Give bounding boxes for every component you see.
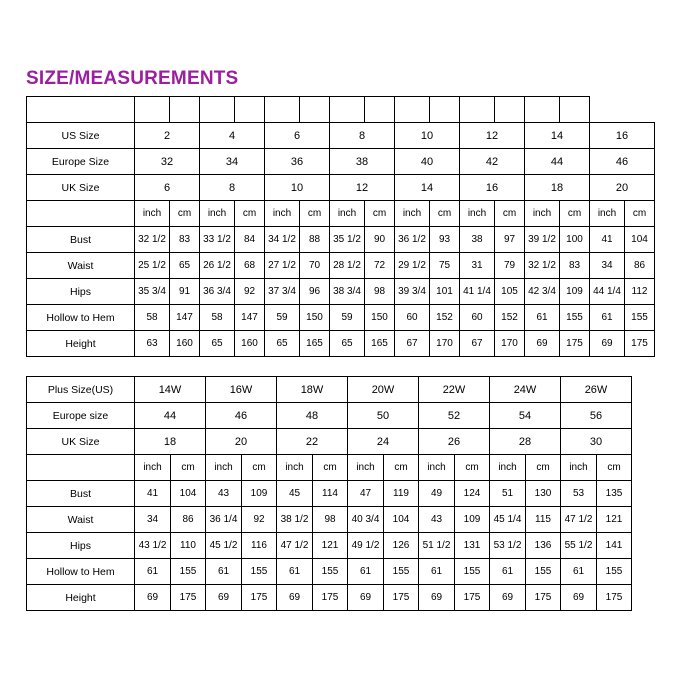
table-cell: 98	[365, 279, 395, 305]
table-cell: 104	[384, 507, 419, 533]
table-cell: 65	[200, 331, 235, 357]
table-cell	[330, 97, 365, 123]
table-cell: 155	[242, 559, 277, 585]
table-cell: 43	[206, 481, 242, 507]
table-cell: 27 1/2	[265, 253, 300, 279]
table-cell: 14	[525, 123, 590, 149]
table-cell: 6	[265, 123, 330, 149]
table-cell: inch	[395, 201, 430, 227]
table-cell: 29 1/2	[395, 253, 430, 279]
table-cell: 119	[384, 481, 419, 507]
table-cell: 61	[348, 559, 384, 585]
table-cell: 51 1/2	[419, 533, 455, 559]
table-cell: 61	[206, 559, 242, 585]
standard-row-label	[27, 201, 135, 227]
table-cell: 51	[490, 481, 526, 507]
table-cell: 54	[490, 403, 561, 429]
table-cell: 175	[526, 585, 561, 611]
standard-row-label: Hips	[27, 279, 135, 305]
table-cell: 67	[460, 331, 495, 357]
table-cell: 18	[525, 175, 590, 201]
table-cell: 34	[590, 253, 625, 279]
table-cell: 86	[171, 507, 206, 533]
table-cell: 135	[597, 481, 632, 507]
table-cell: inch	[460, 201, 495, 227]
table-cell: 136	[526, 533, 561, 559]
table-cell: 114	[313, 481, 348, 507]
table-cell: inch	[348, 455, 384, 481]
table-cell: 36 3/4	[200, 279, 235, 305]
table-cell: 69	[206, 585, 242, 611]
table-cell: 2	[135, 123, 200, 149]
table-cell: 83	[560, 253, 590, 279]
table-cell: 141	[597, 533, 632, 559]
table-cell: 16	[460, 175, 525, 201]
table-cell: 98	[313, 507, 348, 533]
table-cell: 43 1/2	[135, 533, 171, 559]
table-cell: 96	[300, 279, 330, 305]
table-cell: 16W	[206, 377, 277, 403]
table-cell: 126	[384, 533, 419, 559]
table-cell: 31	[460, 253, 495, 279]
table-cell: 59	[265, 305, 300, 331]
table-cell: 61	[135, 559, 171, 585]
table-cell: 48	[277, 403, 348, 429]
table-row	[27, 253, 655, 279]
table-row	[27, 533, 632, 559]
table-cell: 109	[242, 481, 277, 507]
table-cell: 53 1/2	[490, 533, 526, 559]
table-cell: 41	[590, 227, 625, 253]
table-cell: 165	[365, 331, 395, 357]
table-cell: inch	[135, 201, 170, 227]
table-cell: inch	[330, 201, 365, 227]
table-cell: 61	[561, 559, 597, 585]
table-cell	[265, 97, 300, 123]
table-cell: cm	[235, 201, 265, 227]
table-cell: 20	[206, 429, 277, 455]
table-cell: cm	[242, 455, 277, 481]
plus-row-label	[27, 455, 135, 481]
table-cell: 24W	[490, 377, 561, 403]
table-cell: cm	[560, 201, 590, 227]
table-cell: inch	[135, 455, 171, 481]
table-cell: 26	[419, 429, 490, 455]
table-cell: 67	[395, 331, 430, 357]
table-cell: cm	[495, 201, 525, 227]
standard-row-label: Europe Size	[27, 149, 135, 175]
table-cell: 33 1/2	[200, 227, 235, 253]
table-cell	[460, 97, 495, 123]
table-cell: 116	[242, 533, 277, 559]
table-cell: 115	[526, 507, 561, 533]
plus-row-label: Height	[27, 585, 135, 611]
table-cell: cm	[384, 455, 419, 481]
table-cell: 69	[277, 585, 313, 611]
table-cell: 152	[430, 305, 460, 331]
table-cell: inch	[561, 455, 597, 481]
table-cell: 90	[365, 227, 395, 253]
plus-row-label: Europe size	[27, 403, 135, 429]
table-cell: 35 1/2	[330, 227, 365, 253]
table-cell	[300, 97, 330, 123]
table-cell: 101	[430, 279, 460, 305]
table-cell: 155	[384, 559, 419, 585]
standard-row-label	[27, 97, 135, 123]
table-cell: 42 3/4	[525, 279, 560, 305]
table-row	[27, 97, 655, 123]
table-cell: 63	[135, 331, 170, 357]
table-cell: 160	[235, 331, 265, 357]
table-cell: 49	[419, 481, 455, 507]
table-cell: 47	[348, 481, 384, 507]
table-cell: 60	[395, 305, 430, 331]
table-cell: 20	[590, 175, 655, 201]
table-cell: 20W	[348, 377, 419, 403]
table-cell: 69	[135, 585, 171, 611]
table-cell	[395, 97, 430, 123]
table-row	[27, 585, 632, 611]
table-row	[27, 455, 632, 481]
table-cell: 38 1/2	[277, 507, 313, 533]
table-cell: 22W	[419, 377, 490, 403]
table-cell: 60	[460, 305, 495, 331]
plus-row-label: Hollow to Hem	[27, 559, 135, 585]
table-cell: 104	[171, 481, 206, 507]
table-cell: 92	[235, 279, 265, 305]
table-cell: 69	[490, 585, 526, 611]
table-cell	[560, 97, 590, 123]
table-cell: 69	[525, 331, 560, 357]
table-cell: 110	[171, 533, 206, 559]
table-cell: 150	[365, 305, 395, 331]
table-cell: 47 1/2	[277, 533, 313, 559]
table-cell: 40	[395, 149, 460, 175]
table-cell: 109	[560, 279, 590, 305]
table-cell: 16	[590, 123, 655, 149]
table-cell: 92	[242, 507, 277, 533]
table-cell: 39 1/2	[525, 227, 560, 253]
table-cell: 69	[561, 585, 597, 611]
table-cell: 130	[526, 481, 561, 507]
table-cell: inch	[206, 455, 242, 481]
table-cell: 68	[235, 253, 265, 279]
table-cell: 155	[597, 559, 632, 585]
table-cell: 61	[419, 559, 455, 585]
table-row	[27, 305, 655, 331]
table-cell: cm	[171, 455, 206, 481]
table-cell: cm	[625, 201, 655, 227]
table-cell: 32 1/2	[525, 253, 560, 279]
table-cell: cm	[313, 455, 348, 481]
table-cell: 45	[277, 481, 313, 507]
table-cell: inch	[590, 201, 625, 227]
table-cell: 36	[265, 149, 330, 175]
table-cell: 10	[265, 175, 330, 201]
table-cell: 6	[135, 175, 200, 201]
table-cell: cm	[430, 201, 460, 227]
table-cell: 88	[300, 227, 330, 253]
table-cell: 46	[590, 149, 655, 175]
table-cell: 65	[330, 331, 365, 357]
table-row	[27, 201, 655, 227]
table-cell: 49 1/2	[348, 533, 384, 559]
table-cell: 26 1/2	[200, 253, 235, 279]
table-row	[27, 279, 655, 305]
table-cell: 43	[419, 507, 455, 533]
standard-row-label: Height	[27, 331, 135, 357]
table-cell	[525, 97, 560, 123]
table-cell: 25 1/2	[135, 253, 170, 279]
table-cell: 155	[625, 305, 655, 331]
table-cell: 175	[313, 585, 348, 611]
table-cell: 69	[348, 585, 384, 611]
table-cell: 14W	[135, 377, 206, 403]
standard-row-label: Waist	[27, 253, 135, 279]
plus-row-label: Waist	[27, 507, 135, 533]
table-cell: 46	[206, 403, 277, 429]
table-cell	[235, 97, 265, 123]
table-cell: 104	[625, 227, 655, 253]
table-cell: 26W	[561, 377, 632, 403]
table-row	[27, 481, 632, 507]
table-cell: 32 1/2	[135, 227, 170, 253]
table-cell: 175	[455, 585, 490, 611]
plus-row-label: Bust	[27, 481, 135, 507]
table-cell: 47 1/2	[561, 507, 597, 533]
table-cell: 152	[495, 305, 525, 331]
table-cell: 32	[135, 149, 200, 175]
table-cell: 12	[330, 175, 395, 201]
plus-row-label: Hips	[27, 533, 135, 559]
table-cell: 28	[490, 429, 561, 455]
table-cell: 121	[597, 507, 632, 533]
table-cell: 24	[348, 429, 419, 455]
table-cell: 131	[455, 533, 490, 559]
table-cell: cm	[526, 455, 561, 481]
table-cell: 58	[135, 305, 170, 331]
table-cell: 22	[277, 429, 348, 455]
standard-size-table	[26, 96, 655, 357]
table-cell: 44	[135, 403, 206, 429]
table-cell: 41	[135, 481, 171, 507]
table-cell: 155	[171, 559, 206, 585]
table-cell: 79	[495, 253, 525, 279]
table-cell: 45 1/2	[206, 533, 242, 559]
table-cell	[430, 97, 460, 123]
table-cell: 39 3/4	[395, 279, 430, 305]
table-cell: 52	[419, 403, 490, 429]
standard-row-label: US Size	[27, 123, 135, 149]
table-cell	[170, 97, 200, 123]
table-cell: 170	[495, 331, 525, 357]
table-cell: inch	[200, 201, 235, 227]
table-cell: 175	[597, 585, 632, 611]
table-cell: 83	[170, 227, 200, 253]
table-cell: 41 1/4	[460, 279, 495, 305]
plus-size-table-body	[27, 377, 632, 611]
table-cell: cm	[597, 455, 632, 481]
table-cell: 70	[300, 253, 330, 279]
table-cell: 14	[395, 175, 460, 201]
table-cell: 34	[135, 507, 171, 533]
table-cell: 175	[384, 585, 419, 611]
table-row	[27, 149, 655, 175]
table-cell: 61	[525, 305, 560, 331]
table-cell	[365, 97, 395, 123]
table-cell: inch	[525, 201, 560, 227]
table-cell: 38 3/4	[330, 279, 365, 305]
table-cell: 18W	[277, 377, 348, 403]
table-cell: 45 1/4	[490, 507, 526, 533]
table-cell: 65	[265, 331, 300, 357]
plus-size-table	[26, 376, 632, 611]
table-cell: 28 1/2	[330, 253, 365, 279]
standard-size-table-body	[27, 97, 655, 357]
standard-row-label: UK Size	[27, 175, 135, 201]
table-cell: 38	[330, 149, 395, 175]
table-cell: 35 3/4	[135, 279, 170, 305]
table-row	[27, 227, 655, 253]
table-cell: 121	[313, 533, 348, 559]
table-cell: 93	[430, 227, 460, 253]
table-row	[27, 429, 632, 455]
table-cell: 4	[200, 123, 265, 149]
plus-row-label: UK Size	[27, 429, 135, 455]
table-cell: 175	[242, 585, 277, 611]
table-row	[27, 377, 632, 403]
table-cell: 12	[460, 123, 525, 149]
table-cell: 160	[170, 331, 200, 357]
table-cell: cm	[365, 201, 395, 227]
table-cell: cm	[170, 201, 200, 227]
table-cell: 175	[171, 585, 206, 611]
table-cell: 155	[455, 559, 490, 585]
table-cell: 124	[455, 481, 490, 507]
table-cell: 165	[300, 331, 330, 357]
table-cell: 44	[525, 149, 590, 175]
table-cell: 65	[170, 253, 200, 279]
table-cell: 72	[365, 253, 395, 279]
table-cell: 155	[313, 559, 348, 585]
table-cell: cm	[455, 455, 490, 481]
table-cell: 36 1/2	[395, 227, 430, 253]
table-cell: 38	[460, 227, 495, 253]
table-cell: 61	[277, 559, 313, 585]
table-cell: 69	[590, 331, 625, 357]
table-cell: 36 1/4	[206, 507, 242, 533]
table-cell: 147	[235, 305, 265, 331]
table-cell: 34 1/2	[265, 227, 300, 253]
table-cell: 61	[590, 305, 625, 331]
table-cell: 8	[330, 123, 395, 149]
table-cell: 91	[170, 279, 200, 305]
table-cell: 53	[561, 481, 597, 507]
table-cell: 44 1/4	[590, 279, 625, 305]
table-row	[27, 175, 655, 201]
standard-row-label: Bust	[27, 227, 135, 253]
table-cell: 170	[430, 331, 460, 357]
table-cell: 112	[625, 279, 655, 305]
table-cell: inch	[277, 455, 313, 481]
table-cell	[135, 97, 170, 123]
page-title: SIZE/MEASUREMENTS	[26, 68, 239, 89]
table-cell: 100	[560, 227, 590, 253]
table-cell: 30	[561, 429, 632, 455]
plus-row-label: Plus Size(US)	[27, 377, 135, 403]
table-cell: 34	[200, 149, 265, 175]
table-cell: 69	[419, 585, 455, 611]
table-cell: 50	[348, 403, 419, 429]
table-row	[27, 403, 632, 429]
table-cell: 97	[495, 227, 525, 253]
table-cell: 37 3/4	[265, 279, 300, 305]
table-cell: 59	[330, 305, 365, 331]
table-cell: 86	[625, 253, 655, 279]
table-cell: 175	[625, 331, 655, 357]
table-cell: 155	[560, 305, 590, 331]
table-cell: 40 3/4	[348, 507, 384, 533]
table-cell: inch	[265, 201, 300, 227]
table-cell: 58	[200, 305, 235, 331]
table-row	[27, 507, 632, 533]
table-cell: 75	[430, 253, 460, 279]
table-cell: 18	[135, 429, 206, 455]
table-row	[27, 559, 632, 585]
table-row	[27, 331, 655, 357]
table-cell: 56	[561, 403, 632, 429]
table-cell: 8	[200, 175, 265, 201]
table-cell: 84	[235, 227, 265, 253]
table-cell: 150	[300, 305, 330, 331]
table-cell: 147	[170, 305, 200, 331]
standard-row-label: Hollow to Hem	[27, 305, 135, 331]
table-cell: inch	[490, 455, 526, 481]
table-cell: 175	[560, 331, 590, 357]
table-cell: 61	[490, 559, 526, 585]
table-cell: 10	[395, 123, 460, 149]
table-row	[27, 123, 655, 149]
table-cell: cm	[300, 201, 330, 227]
table-cell: 42	[460, 149, 525, 175]
table-cell: 105	[495, 279, 525, 305]
table-cell: 55 1/2	[561, 533, 597, 559]
table-cell: inch	[419, 455, 455, 481]
table-cell	[200, 97, 235, 123]
table-cell	[495, 97, 525, 123]
table-cell: 155	[526, 559, 561, 585]
table-cell: 109	[455, 507, 490, 533]
